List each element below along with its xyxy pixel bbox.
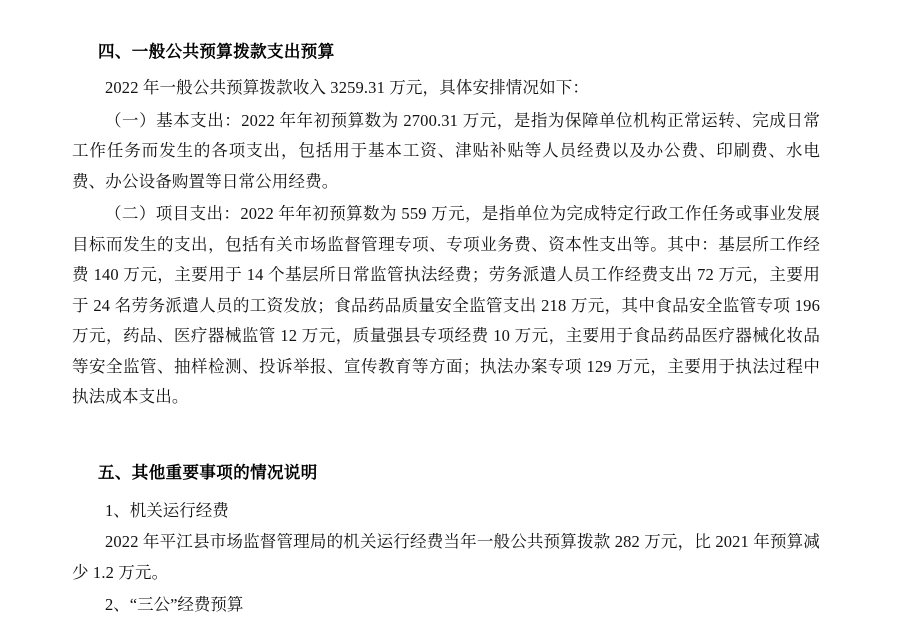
paragraph-basic-expenditure: （一）基本支出：2022 年年初预算数为 2700.31 万元，是指为保障单位机构正常运转、完成日常工作任务而发生的各项支出，包括用于基本工资、津贴补贴等人员经费以及办公费、印刷费、水电费、办公设备购置等日常公用经费。 <box>72 110 820 191</box>
section-heading-five: 五、其他重要事项的情况说明 <box>98 463 318 482</box>
paragraph-operating-funds: 2022 年平江县市场监督管理局的机关运行经费当年一般公共预算拨款 282 万元，比 2021 年预算减少 1.2 万元。 <box>72 532 820 582</box>
paragraph-budget-income: 2022 年一般公共预算拨款收入 3259.31 万元，具体安排情况如下： <box>105 78 590 97</box>
paragraph-project-expenditure: （二）项目支出：2022 年年初预算数为 559 万元，是指单位为完成特定行政工作任务或事业发展目标而发生的支出，包括有关市场监督管理专项、专项业务费、资本性支出等。其中：基层所工作经费 140 万元，主要用于 14 个基层所日常监管执法经费；劳务派遣人员工作经费支出 72 万元，主要用于 24 名劳务派遣人员的工资发放；食品药品质量安全监管支出 218 万元，其中食品安全监管专项 196 万元，药品、医疗器械监管 12 万元，质量强县专项经费 10 万元，主要用于食品药品医疗器械化妆品等安全监管、抽样检测、投诉举报、宣传教育等方面；执法办案专项 129 万元，主要用于执法过程中执法成本支出。 <box>72 204 820 406</box>
subsection-label-operating-funds: 1、机关运行经费 <box>105 500 229 520</box>
section-heading-four: 四、一般公共预算拨款支出预算 <box>98 43 335 61</box>
subsection-label-three-public-funds: 2、“三公”经费预算 <box>105 595 244 614</box>
